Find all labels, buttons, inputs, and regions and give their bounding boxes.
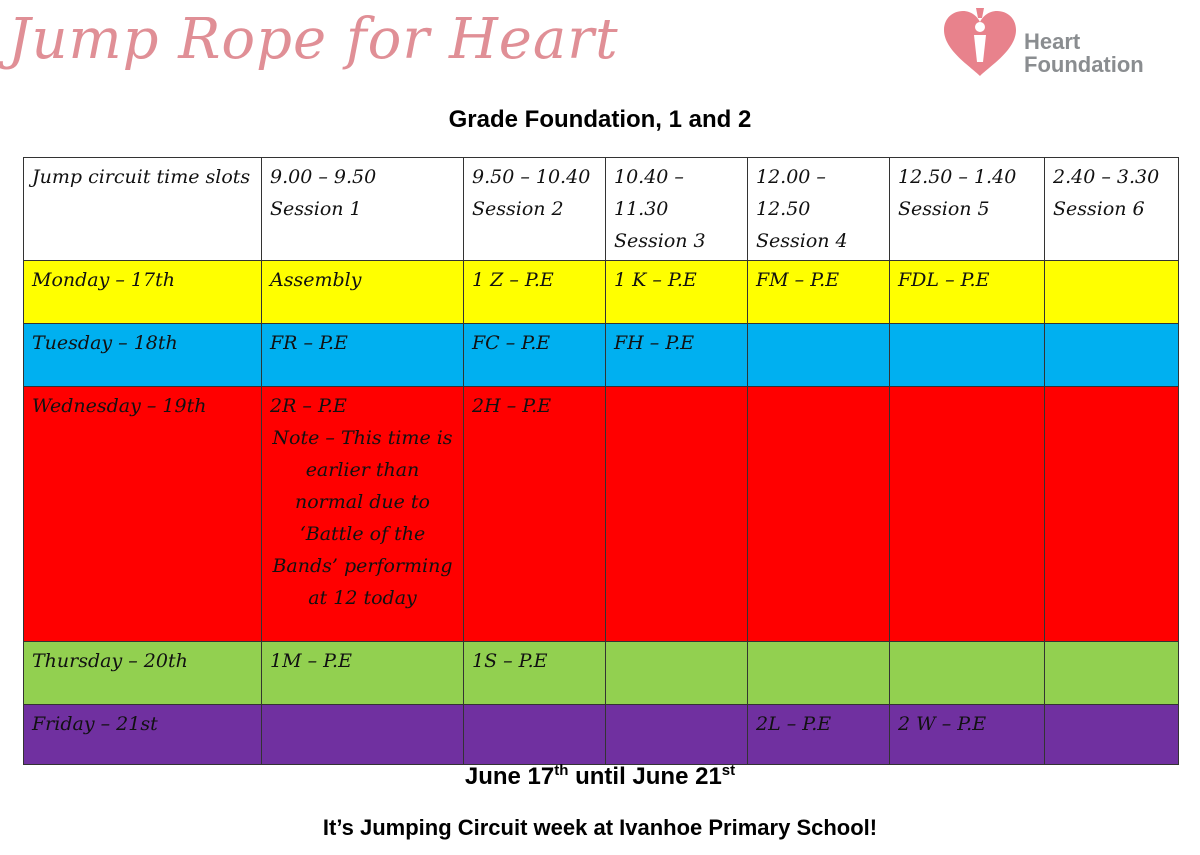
session-label: Session 5	[898, 198, 990, 220]
slot-cell	[1045, 642, 1179, 705]
session-time: 12.00 – 12.50	[756, 166, 826, 220]
slot-cell: FDL – P.E	[890, 261, 1045, 324]
session-label: Session 3	[614, 230, 706, 252]
logo-text-line1: Heart	[1024, 29, 1081, 54]
slot-cell: 1S – P.E	[464, 642, 606, 705]
row-tuesday	[24, 324, 1179, 387]
session-time: 10.40 – 11.30	[614, 166, 684, 220]
day-cell: Thursday – 20th	[24, 642, 262, 705]
header-session-6	[1045, 158, 1179, 261]
date-end-suffix: st	[721, 762, 736, 779]
schedule-table	[23, 157, 1179, 765]
header-time-slots: Jump circuit time slots	[24, 158, 262, 261]
day-cell: Wednesday – 19th	[24, 387, 262, 642]
slot-cell	[748, 642, 890, 705]
session-time: 12.50 – 1.40	[898, 166, 1017, 188]
slot-cell	[606, 642, 748, 705]
slot-cell	[890, 324, 1045, 387]
slot-cell: 2 W – P.E	[890, 705, 1045, 765]
session-label: Session 2	[472, 198, 564, 220]
session-label: Session 6	[1053, 198, 1145, 220]
header-session-1	[262, 158, 464, 261]
slot-cell	[1045, 387, 1179, 642]
grade-subtitle: Grade Foundation, 1 and 2	[448, 106, 752, 133]
day-cell: Monday – 17th	[24, 261, 262, 324]
slot-cell: FM – P.E	[748, 261, 890, 324]
header-row	[24, 158, 1179, 261]
slot-cell: 2L – P.E	[748, 705, 890, 765]
date-middle: until June 21	[568, 763, 722, 790]
session-label: Session 4	[756, 230, 848, 252]
heart-foundation-logo	[940, 6, 1190, 81]
row-friday	[24, 705, 1179, 765]
banner-title: Jump Rope for Heart	[8, 7, 619, 72]
slot-cell: Assembly	[262, 261, 464, 324]
header-session-5	[890, 158, 1045, 261]
header-session-2	[464, 158, 606, 261]
schedule-note: Note – This time is earlier than normal due to ‘Battle of the Bands’ performing at 12 today	[272, 427, 453, 609]
header-session-4	[748, 158, 890, 261]
date-start-suffix: th	[554, 762, 569, 779]
row-thursday	[24, 642, 1179, 705]
session-time: 2.40 – 3.30	[1053, 166, 1160, 188]
slot-cell	[1045, 324, 1179, 387]
slot-cell	[606, 387, 748, 642]
slot-cell	[262, 387, 464, 642]
slot-cell: FC – P.E	[464, 324, 606, 387]
session-time: 9.00 – 9.50	[270, 166, 377, 188]
tagline: It’s Jumping Circuit week at Ivanhoe Primary School!	[322, 815, 878, 840]
logo-text-line2: Foundation	[1024, 52, 1144, 77]
slot-text: 2R – P.E	[270, 395, 347, 417]
slot-cell	[1045, 261, 1179, 324]
date-start: June 17	[464, 763, 555, 790]
session-time: 9.50 – 10.40	[472, 166, 591, 188]
day-cell: Friday – 21st	[24, 705, 262, 765]
slot-cell	[262, 705, 464, 765]
date-range	[0, 762, 1200, 791]
slot-cell	[606, 705, 748, 765]
slot-cell: 2H – P.E	[464, 387, 606, 642]
slot-cell	[748, 324, 890, 387]
slot-cell: 1 Z – P.E	[464, 261, 606, 324]
row-monday	[24, 261, 1179, 324]
slot-cell	[748, 387, 890, 642]
heart-foundation-heart-icon	[940, 6, 1020, 78]
slot-cell: FH – P.E	[606, 324, 748, 387]
slot-cell: FR – P.E	[262, 324, 464, 387]
slot-cell	[464, 705, 606, 765]
day-cell: Tuesday – 18th	[24, 324, 262, 387]
slot-cell	[1045, 705, 1179, 765]
slot-cell: 1M – P.E	[262, 642, 464, 705]
slot-cell	[890, 387, 1045, 642]
slot-cell: 1 K – P.E	[606, 261, 748, 324]
row-wednesday	[24, 387, 1179, 642]
session-label: Session 1	[270, 198, 362, 220]
header-session-3	[606, 158, 748, 261]
slot-cell	[890, 642, 1045, 705]
